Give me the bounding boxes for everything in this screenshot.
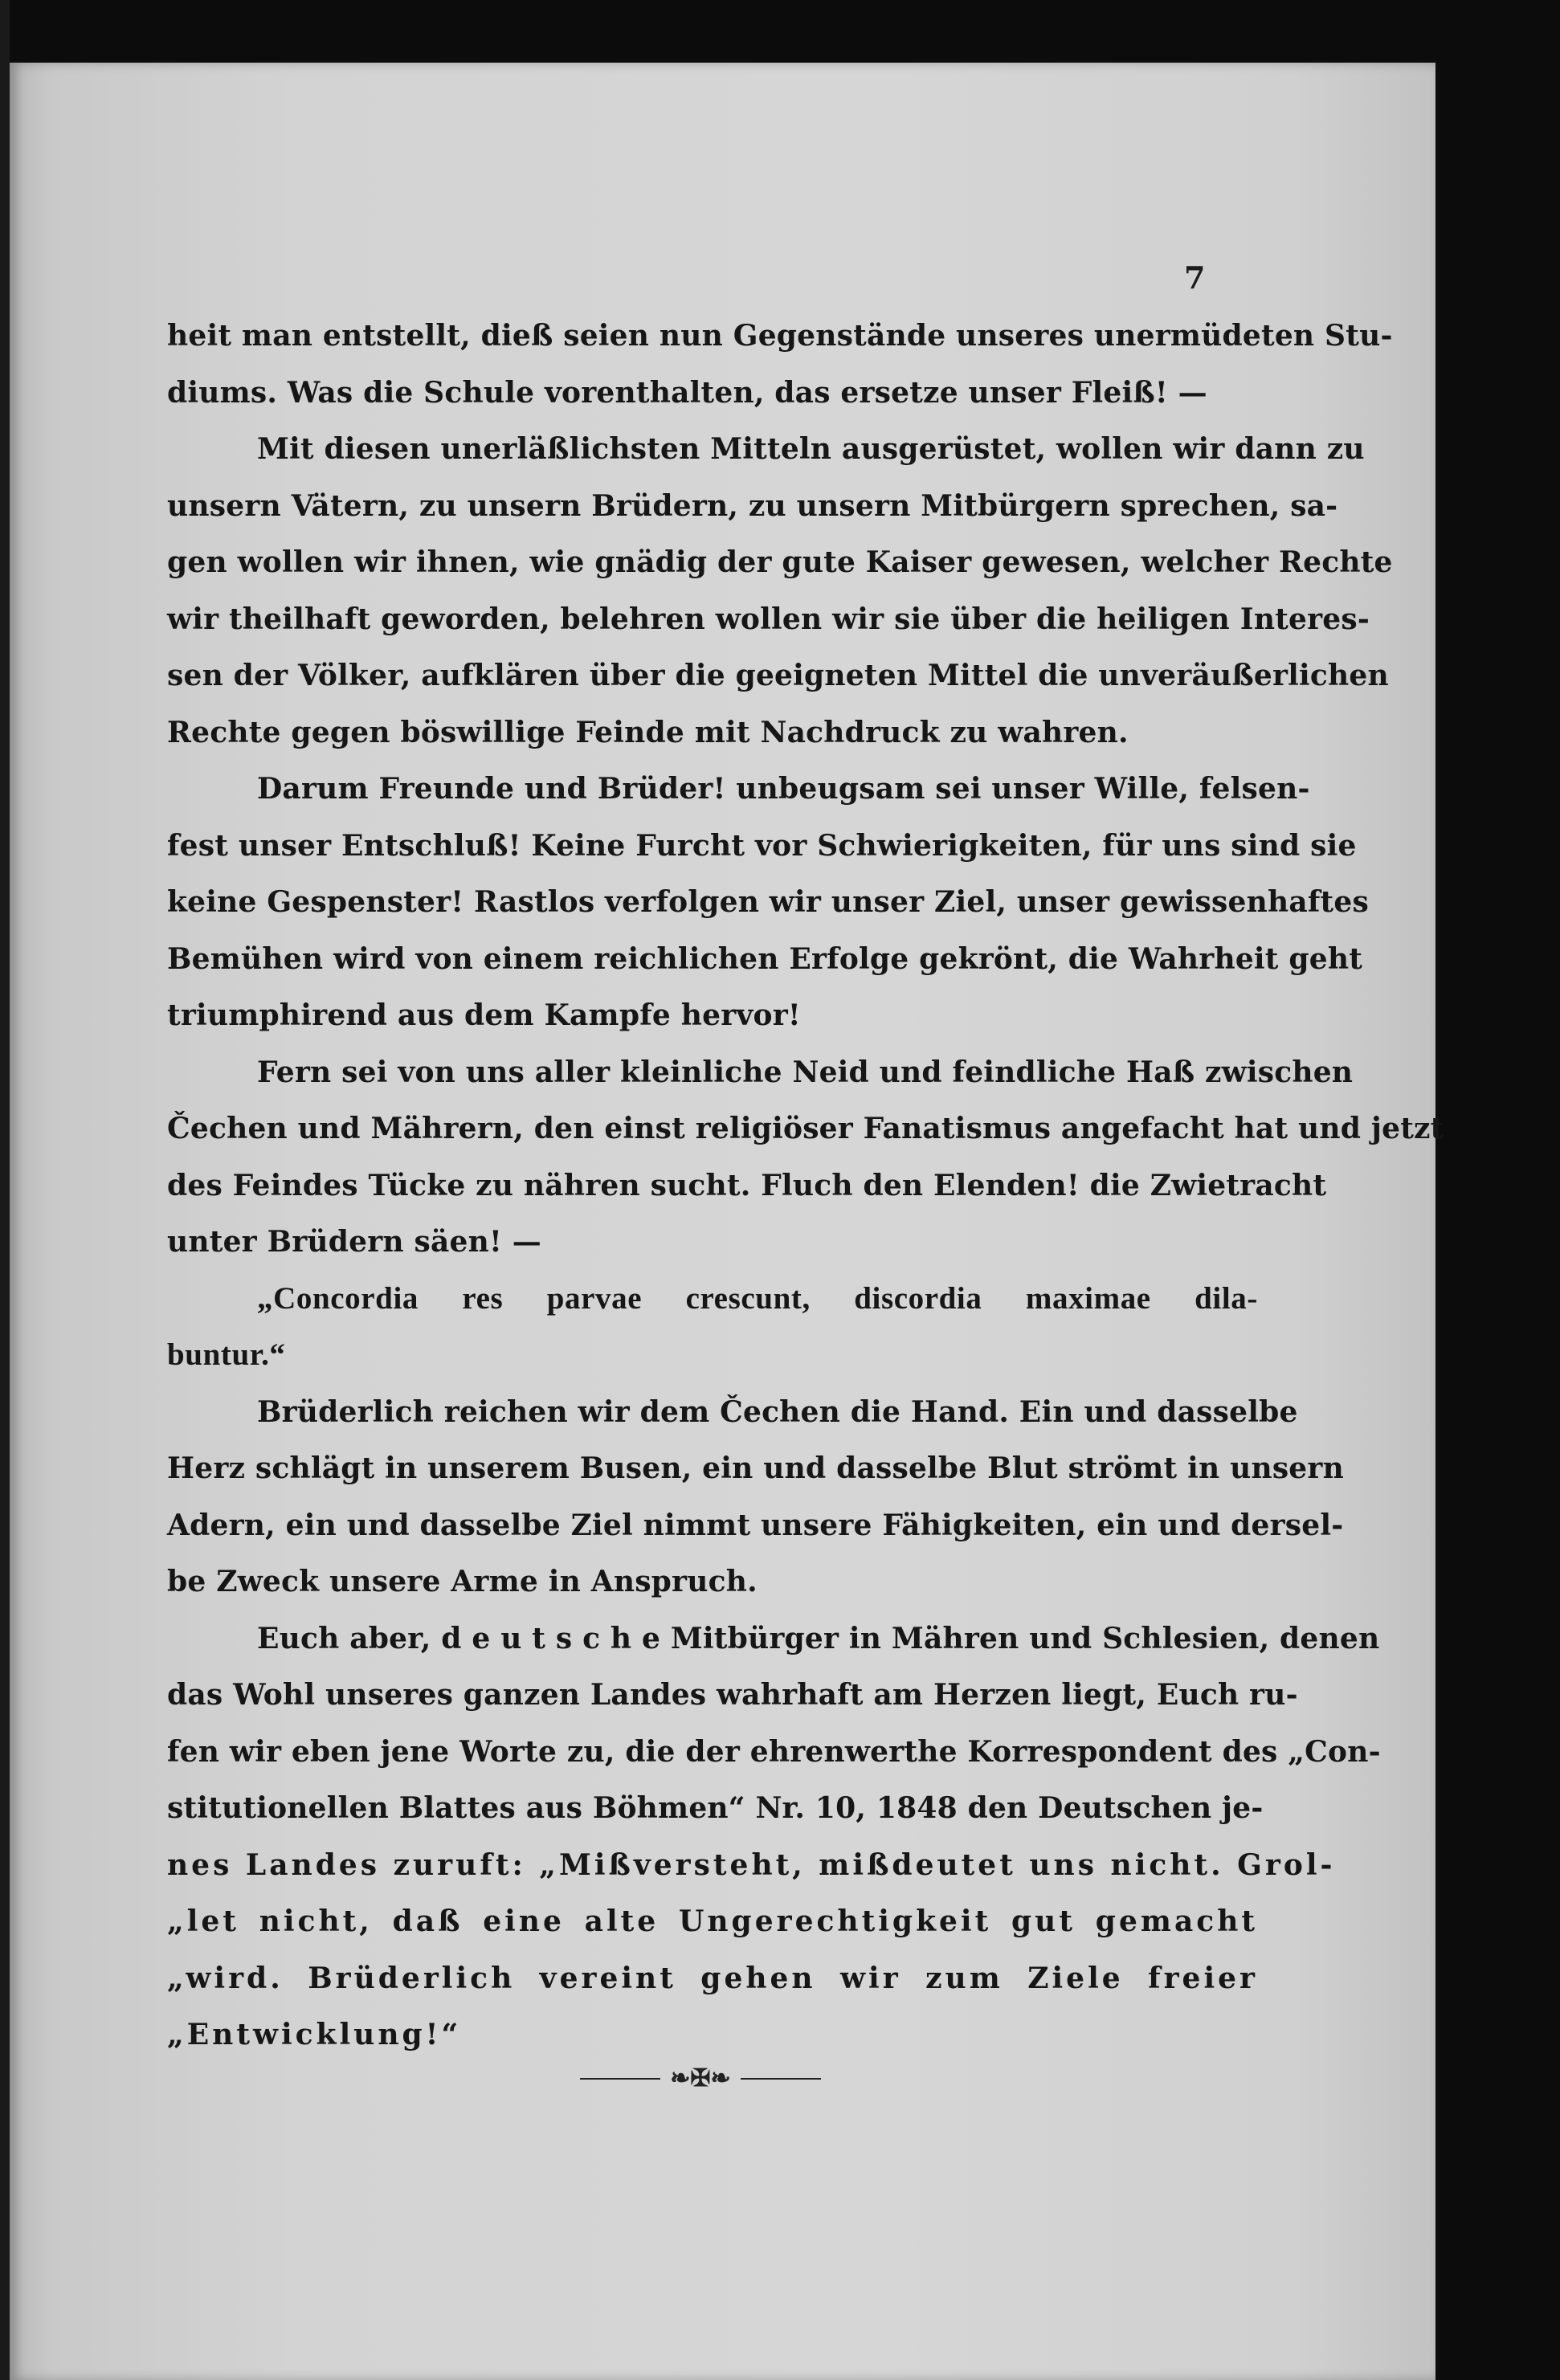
ornament-glyph: ❧✠❧ [670, 2064, 731, 2092]
body-text [167, 308, 1444, 2064]
text-line: Adern, ein und dasselbe Ziel nimmt unsere Fähigkeiten, ein und dersel- [167, 1508, 1344, 1542]
text-line: „Entwicklung!“ [167, 2018, 462, 2051]
text-line: buntur.“ [167, 1337, 286, 1372]
text-line: gen wollen wir ihnen, wie gnädig der gute Kaiser gewesen, welcher Rechte [167, 545, 1393, 579]
page-number: 7 [1184, 259, 1206, 296]
text-line: keine Gespenster! Rastlos verfolgen wir unser Ziel, unser gewissenhaftes [167, 885, 1369, 919]
text-line: „Concordia res parvae crescunt, discordia maximae dila- [257, 1280, 1258, 1316]
text-line: fest unser Entschluß! Keine Furcht vor Schwierigkeiten, für uns sind sie [167, 828, 1357, 863]
text-line: Rechte gegen böswillige Feinde mit Nachdruck zu wahren. [167, 715, 1129, 749]
text-line: be Zweck unsere Arme in Anspruch. [167, 1565, 758, 1598]
text-line: wir theilhaft geworden, belehren wollen wir sie über die heiligen Interes- [167, 602, 1370, 636]
book-page [10, 63, 1444, 2380]
text-line: fen wir eben jene Worte zu, die der ehrenwerthe Korrespondent des „Con- [167, 1734, 1381, 1769]
scan-left-edge [0, 0, 10, 2380]
text-line: Bemühen wird von einem reichlichen Erfolge gekrönt, die Wahrheit geht [167, 941, 1363, 976]
text-line: triumphirend aus dem Kampfe hervor! [167, 998, 801, 1032]
ornament-rule-right [741, 2078, 821, 2080]
text-line: heit man entstellt, dieß seien nun Gegenstände unseres unermüdeten Stu- [167, 319, 1393, 353]
text-line: Čechen und Mährern, den einst religiöser Fanatismus angefacht hat und jetzt [167, 1112, 1444, 1145]
ornament-rule-left [580, 2078, 660, 2080]
text-line: „let nicht, daß eine alte Ungerechtigkeit gut gemacht [167, 1904, 1258, 1938]
text-line: Mit diesen unerläßlichsten Mitteln ausgerüstet, wollen wir dann zu [257, 432, 1365, 466]
end-ornament [580, 2063, 821, 2095]
text-line: Fern sei von uns aller kleinliche Neid und feindliche Haß zwischen [257, 1055, 1354, 1089]
text-line: unsern Vätern, zu unsern Brüdern, zu unsern Mitbürgern sprechen, sa- [167, 488, 1338, 523]
text-line: das Wohl unseres ganzen Landes wahrhaft am Herzen liegt, Euch ru- [167, 1678, 1298, 1712]
text-line: des Feindes Tücke zu nähren sucht. Fluch den Elenden! die Zwietracht [167, 1168, 1327, 1202]
text-line: diums. Was die Schule vorenthalten, das ersetze unser Fleiß! — [167, 375, 1207, 410]
text-line: nes Landes zuruft: „Mißversteht, mißdeutet uns nicht. Grol- [167, 1847, 1336, 1882]
text-line: Brüderlich reichen wir dem Čechen die Hand. Ein und dasselbe [257, 1394, 1298, 1429]
text-line: Euch aber, d e u t s c h e Mitbürger in Mähren und Schlesien, denen [257, 1621, 1380, 1655]
text-line: Herz schlägt in unserem Busen, ein und dasselbe Blut strömt in unsern [167, 1451, 1344, 1485]
text-line: stitutionellen Blattes aus Böhmen“ Nr. 10, 1848 den Deutschen je- [167, 1791, 1264, 1825]
text-line: Darum Freunde und Brüder! unbeugsam sei unser Wille, felsen- [257, 772, 1310, 806]
text-line: sen der Völker, aufklären über die geeigneten Mittel die unveräußerlichen [167, 659, 1389, 692]
text-line: „wird. Brüderlich vereint gehen wir zum Ziele freier [167, 1961, 1258, 1995]
text-line: unter Brüdern säen! — [167, 1225, 541, 1259]
